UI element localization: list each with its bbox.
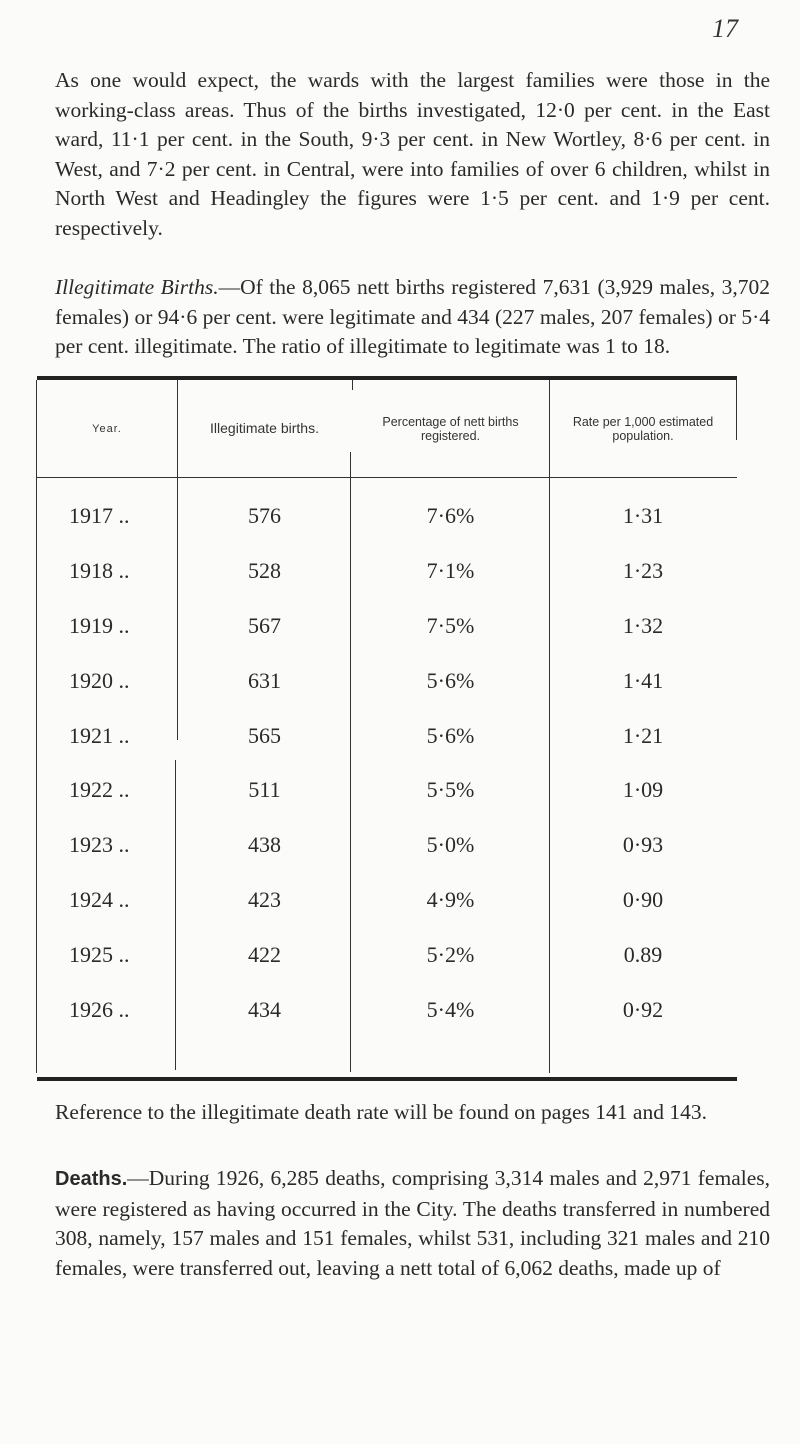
paragraph-death-rate-reference <box>55 1098 770 1128</box>
table-row <box>37 982 737 1037</box>
cell-rate: 0·90 <box>622 886 664 912</box>
paragraph-text: As one would expect, the wards with the largest families were those in the working-class areas. Thus of the births investigated, 12·0 per cent. in the East ward, 11·1 per cent. in the South, 9·3 per cent. in New Wortley, 8·6 per cent. in West, and 7·2 per cent. in Central, were into families of over 6 children, whilst in North West and Headingley the figures were 1·5 per cent. and 1·9 per cent. respectively. <box>55 68 770 240</box>
cell-percentage: 7·6% <box>426 503 475 529</box>
table-row <box>37 599 737 654</box>
cell-births: 567 <box>248 612 281 638</box>
cell-year: 1925 .. <box>69 941 130 967</box>
header-illegitimate-births: Illegitimate births. <box>210 420 319 436</box>
table-row <box>37 927 737 982</box>
cell-percentage: 5·6% <box>426 722 475 748</box>
cell-year: 1919 .. <box>69 612 130 638</box>
cell-births: 423 <box>248 886 281 912</box>
cell-percentage: 7·1% <box>426 558 475 584</box>
table-row <box>37 489 737 544</box>
cell-rate: 1·09 <box>622 777 664 803</box>
header-rule <box>37 477 737 478</box>
cell-rate: 1·23 <box>622 558 664 584</box>
cell-rate: 0.89 <box>623 941 663 967</box>
section-heading-illegitimate-births: Illegitimate Births. <box>55 275 219 299</box>
cell-percentage: 5·4% <box>426 996 475 1022</box>
paragraph-text: —During 1926, 6,285 deaths, comprising 3,314 males and 2,971 females, were registered as having occurred in the City. The deaths transferred in numbered 308, namely, 157 males and 151 females, whilst 531, including 321 males and 210 females, were transferred out, leaving a nett total of 6,062 deaths, made up of <box>55 1166 770 1280</box>
cell-percentage: 7·5% <box>426 612 475 638</box>
cell-year: 1923 .. <box>69 832 130 858</box>
cell-year: 1921 .. <box>69 722 130 748</box>
cell-year: 1922 .. <box>69 777 130 803</box>
cell-births: 438 <box>248 832 281 858</box>
cell-rate: 0·93 <box>622 832 664 858</box>
cell-rate: 1·31 <box>622 503 664 529</box>
paragraph-deaths <box>55 1164 770 1283</box>
cell-births: 631 <box>248 667 281 693</box>
cell-year: 1920 .. <box>69 667 130 693</box>
cell-rate: 1·41 <box>622 667 664 693</box>
cell-rate: 1·32 <box>622 612 664 638</box>
paragraph-illegitimate-births <box>55 273 770 362</box>
illegitimate-births-table <box>37 376 737 1081</box>
cell-births: 511 <box>248 777 281 803</box>
cell-births: 422 <box>248 941 281 967</box>
table-row <box>37 708 737 763</box>
cell-births: 434 <box>248 996 281 1022</box>
cell-rate: 0·92 <box>622 996 664 1022</box>
table-row <box>37 873 737 928</box>
table-row <box>37 653 737 708</box>
header-percentage: Percentage of nett births registered. <box>382 414 519 443</box>
cell-year: 1924 .. <box>69 886 130 912</box>
paragraph-ward-families <box>55 66 770 243</box>
cell-percentage: 5·6% <box>426 667 475 693</box>
section-heading-deaths: Deaths. <box>55 1168 128 1190</box>
table-body <box>37 489 737 1037</box>
header-year: Year. <box>92 422 122 435</box>
cell-year: 1926 .. <box>69 996 130 1022</box>
paragraph-text: Reference to the illegitimate death rate will be found on pages 141 and 143. <box>55 1100 707 1124</box>
cell-percentage: 5·2% <box>426 941 475 967</box>
page-number: 17 <box>712 14 738 43</box>
cell-year: 1918 .. <box>69 558 130 584</box>
table-row <box>37 818 737 873</box>
cell-year: 1917 .. <box>69 503 130 529</box>
cell-births: 528 <box>248 558 281 584</box>
cell-percentage: 4·9% <box>426 886 475 912</box>
cell-rate: 1·21 <box>622 722 664 748</box>
table-row <box>37 763 737 818</box>
header-rate: Rate per 1,000 estimated population. <box>572 414 714 443</box>
table-row <box>37 544 737 599</box>
cell-percentage: 5·0% <box>426 832 475 858</box>
cell-births: 565 <box>248 722 281 748</box>
paragraph-text: —Of the 8,065 nett births registered 7,631 (3,929 males, 3,702 females) or 94·6 per cent. were legitimate and 434 (227 males, 207 females) or 5·4 per cent. illegitimate. The ratio of illegitimate to legitimate was 1 to 18. <box>55 275 770 358</box>
cell-births: 576 <box>248 503 281 529</box>
cell-percentage: 5·5% <box>426 777 475 803</box>
